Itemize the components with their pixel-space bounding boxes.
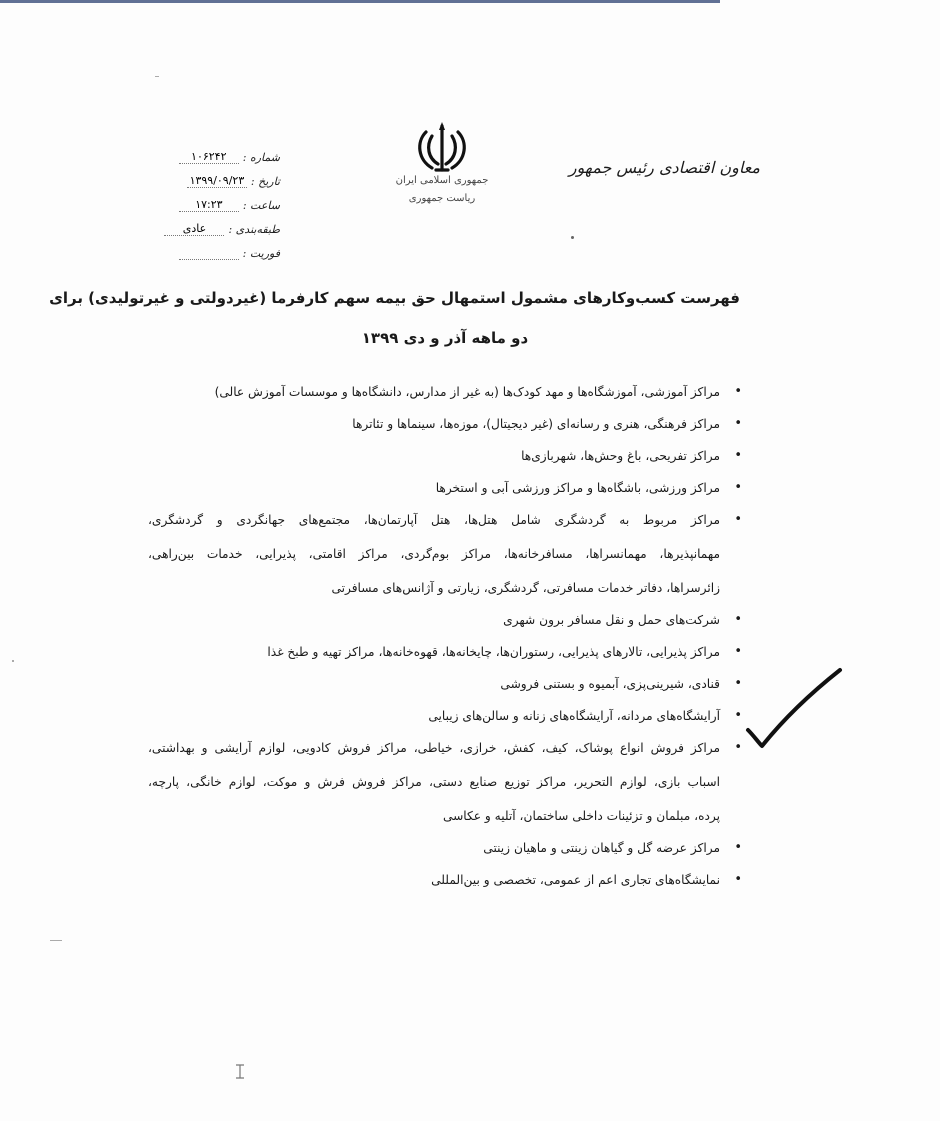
list-item-line: آرایشگاه‌های مردانه، آرایشگاه‌های زنانه و سالن‌های زیبایی xyxy=(428,709,720,723)
scan-top-edge xyxy=(0,0,720,3)
meta-time-label: ساعت : xyxy=(242,199,280,212)
list-item xyxy=(148,706,742,726)
meta-priority-value xyxy=(179,259,239,260)
scan-speck xyxy=(571,236,574,239)
bullet-icon: • xyxy=(734,448,742,463)
list-item-line: مهمانپذیرها، مهمانسراها، مسافرخانه‌ها، مراکز بوم‌گردی، مراکز اقامتی، پذیرایی، خدمات بین‌راهی، xyxy=(148,547,720,561)
bullet-icon: • xyxy=(734,740,742,755)
meta-classification xyxy=(160,212,280,236)
bullet-icon: • xyxy=(734,416,742,431)
bullet-icon: • xyxy=(734,872,742,887)
list-item xyxy=(148,610,742,630)
scan-speck xyxy=(12,660,14,662)
meta-number-value: ۱۰۶۲۴۲ xyxy=(179,150,239,164)
document-title xyxy=(49,278,740,358)
list-item-line: مراکز ورزشی، باشگاه‌ها و مراکز ورزشی آبی و استخرها xyxy=(435,481,720,495)
list-item-line: اسباب بازی، لوازم التحریر، مراکز توزیع صنایع دستی، مراکز فروش فرش و موکت، لوازم خانگی، پارچه، xyxy=(148,775,720,789)
bullet-icon: • xyxy=(734,676,742,691)
handwritten-checkmark-icon xyxy=(744,664,844,754)
letter-meta xyxy=(160,140,280,260)
bullet-icon: • xyxy=(734,512,742,527)
meta-time-value: ۱۷:۲۳ xyxy=(179,198,239,212)
meta-classification-label: طبقه‌بندی : xyxy=(228,223,280,236)
meta-date-label: تاریخ : xyxy=(250,175,280,188)
list-item-line: نمایشگاه‌های تجاری اعم از عمومی، تخصصی و بین‌المللی xyxy=(431,873,720,887)
list-item-line: زائرسراها، دفاتر خدمات مسافرتی، گردشگری، زیارتی و آژانس‌های مسافرتی xyxy=(331,581,720,595)
emblem-caption-line2: ریاست جمهوری xyxy=(408,193,476,204)
list-item xyxy=(148,510,742,598)
meta-classification-value: عادی xyxy=(164,222,224,236)
list-item-line: شرکت‌های حمل و نقل مسافر برون شهری xyxy=(503,613,720,627)
list-item-line: مراکز مربوط به گردشگری شامل هتل‌ها، هتل آپارتمان‌ها، مجتمع‌های جهانگردی و گردشگری، xyxy=(148,513,720,527)
list-item xyxy=(148,738,742,826)
list-item-line: پرده، مبلمان و تزئینات داخلی ساختمان، آتلیه و عکاسی xyxy=(442,809,720,823)
list-item xyxy=(148,446,742,466)
list-item-line: مراکز تفریحی، باغ وحش‌ها، شهربازی‌ها xyxy=(521,449,720,463)
list-item xyxy=(148,674,742,694)
list-item xyxy=(148,642,742,662)
scan-speck xyxy=(155,76,159,77)
bullet-icon: • xyxy=(734,708,742,723)
title-line-2: دو ماهه آذر و دی ۱۳۹۹ xyxy=(361,329,529,347)
bullet-icon: • xyxy=(734,840,742,855)
emblem-caption-line1: جمهوری اسلامی ایران xyxy=(395,175,489,186)
meta-priority-label: فوریت : xyxy=(242,247,280,260)
list-item-line: مراکز آموزشی، آموزشگاه‌ها و مهد کودک‌ها (به غیر از مدارس، دانشگاه‌ها و موسسات آموزش عالی) xyxy=(214,385,720,399)
bullet-icon: • xyxy=(734,384,742,399)
business-list xyxy=(148,382,742,902)
title-line-1: فهرست کسب‌وکارهای مشمول استمهال حق بیمه سهم کارفرما (غیردولتی و غیرتولیدی) برای xyxy=(49,289,740,307)
meta-number xyxy=(160,140,280,164)
footer-scribble-icon xyxy=(232,1062,248,1082)
meta-date-value: ۱۳۹۹/۰۹/۲۳ xyxy=(187,174,247,188)
meta-priority xyxy=(160,236,280,260)
meta-number-label: شماره : xyxy=(242,151,280,164)
list-item-line: مراکز عرضه گل و گیاهان زینتی و ماهیان زینتی xyxy=(483,841,720,855)
emblem-caption xyxy=(392,172,492,208)
list-item xyxy=(148,414,742,434)
organization-name: معاون اقتصادی رئیس جمهور xyxy=(568,158,760,177)
list-item xyxy=(148,838,742,858)
list-item xyxy=(148,382,742,402)
meta-time xyxy=(160,188,280,212)
list-item-line: قنادی، شیرینی‌پزی، آبمیوه و بستنی فروشی xyxy=(500,677,720,691)
scan-speck xyxy=(50,940,62,941)
iran-emblem-icon xyxy=(412,118,472,178)
bullet-icon: • xyxy=(734,480,742,495)
meta-date xyxy=(160,164,280,188)
bullet-icon: • xyxy=(734,612,742,627)
list-item-line: مراکز فرهنگی، هنری و رسانه‌ای (غیر دیجیتال)، موزه‌ها، سینماها و تئاترها xyxy=(352,417,720,431)
list-item-line: مراکز پذیرایی، تالارهای پذیرایی، رستوران‌ها، چایخانه‌ها، قهوه‌خانه‌ها، مراکز تهیه و طبخ غذا xyxy=(267,645,720,659)
list-item xyxy=(148,478,742,498)
list-item-line: مراکز فروش انواع پوشاک، کیف، کفش، خرازی، خیاطی، مراکز فروش کادویی، لوازم آرایشی و بهداشتی، xyxy=(148,741,720,755)
bullet-icon: • xyxy=(734,644,742,659)
list-item xyxy=(148,870,742,890)
